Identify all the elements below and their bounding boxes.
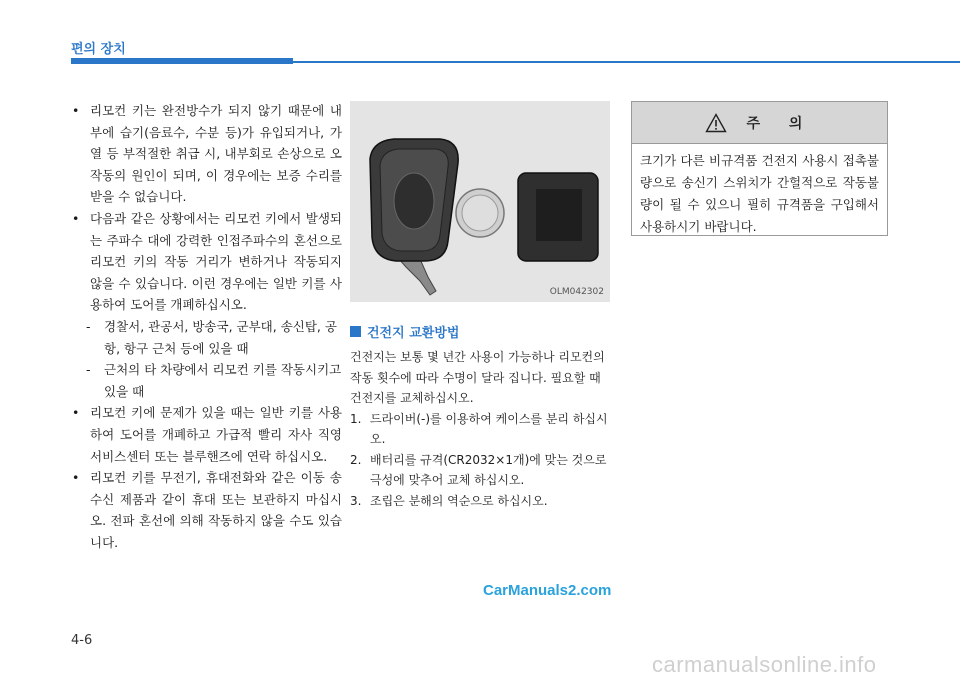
bullet-icon: • [72,470,80,486]
step-number: 2. [350,452,362,467]
bullet-text: 리모컨 키를 무전기, 휴대전화와 같은 이동 송수신 제품과 같이 휴대 또는 보관하지 마십시오. 전파 혼선에 의해 작동하지 않을 수도 있습니다. [90,470,342,550]
sub-item-text: 근처의 타 차량에서 리모컨 키를 작동시키고 있을 때 [104,362,342,399]
bullet-icon: • [72,103,80,118]
key-fob-illustration [350,101,610,302]
section-title: 편의 장치 [71,42,126,57]
caution-box [631,101,888,236]
header-rule-thin [293,61,960,63]
step-text: 드라이버(-)를 이용하여 케이스를 분리 하십시오. [370,411,608,446]
section-heading [350,322,459,341]
bullet-text: 리모컨 키에 문제가 있을 때는 일반 키를 사용하여 도어를 개폐하고 가급적 빨리 자사 직영 서비스센터 또는 블루핸즈에 연락 하십시오. [90,405,342,464]
site-watermark: carmanualsonline.info [652,652,877,677]
step-item [350,450,615,491]
bullet-icon: • [72,405,80,421]
header-rule-thick [71,58,293,64]
bullet-text: 리모컨 키는 완전방수가 되지 않기 때문에 내부에 습기(음료수, 수분 등)가 유입되거나, 가열 등 부적절한 취급 시, 내부회로 손상으로 오작동의 원인이 되며, 이 경우에는 보증 수리를 받을 수 없습니다. [90,103,342,205]
intro-paragraph: 건전지는 보통 몇 년간 사용이 가능하나 리모컨의 작동 횟수에 따라 수명이 달라 집니다. 필요할 때 건전지를 교체하십시오. [350,350,605,405]
step-text: 조립은 분해의 역순으로 하십시오. [370,493,548,508]
dash-icon: - [86,362,91,378]
square-icon [350,326,361,337]
bullet-text: 다음과 같은 상황에서는 리모컨 키에서 발생되는 주파수 대에 강력한 인접주파수의 혼선으로 리모컨 키의 작동 거리가 변하거나 작동되지 않을 수 있습니다. 이런 경우에는 일반 키를 사용하여 도어를 개폐하십시오. [90,210,342,313]
figure-caption: OLM042302 [549,287,604,297]
warning-triangle-icon [705,113,727,133]
caution-title: 주 의 [746,115,815,132]
section-heading-text: 건전지 교환방법 [367,326,460,341]
list-item [72,467,342,553]
battery-instructions [350,347,615,511]
watermark-logo: CarManuals2.com [483,582,612,599]
caution-header [632,102,887,144]
sub-item-text: 경찰서, 관공서, 방송국, 군부대, 송신탑, 공항, 항구 근처 등에 있을 때 [104,318,337,356]
sub-list-item [72,359,342,402]
bullet-icon: • [72,210,80,226]
list-item [72,100,342,208]
caution-body: 크기가 다른 비규격품 건전지 사용시 접촉불량으로 송신기 스위치가 간헐적으로 작동불량이 될 수 있으니 필히 규격품을 구입해서 사용하시기 바랍니다. [640,153,879,234]
page-number: 4-6 [71,633,93,648]
list-item [72,208,342,316]
step-item [350,409,615,450]
dash-icon: - [86,318,91,334]
left-column [72,100,342,553]
coin-battery-face [462,195,498,231]
list-item [72,402,342,467]
key-fob-figure [350,101,610,302]
step-number: 1. [350,411,362,426]
cover-recess [536,189,582,241]
battery-recess [394,173,434,229]
step-text: 배터리를 규격(CR2032×1개)에 맞는 것으로 극성에 맞추어 교체 하십시오. [370,452,607,487]
step-number: 3. [350,493,362,508]
sub-list-item [72,316,342,359]
step-item [350,491,615,512]
